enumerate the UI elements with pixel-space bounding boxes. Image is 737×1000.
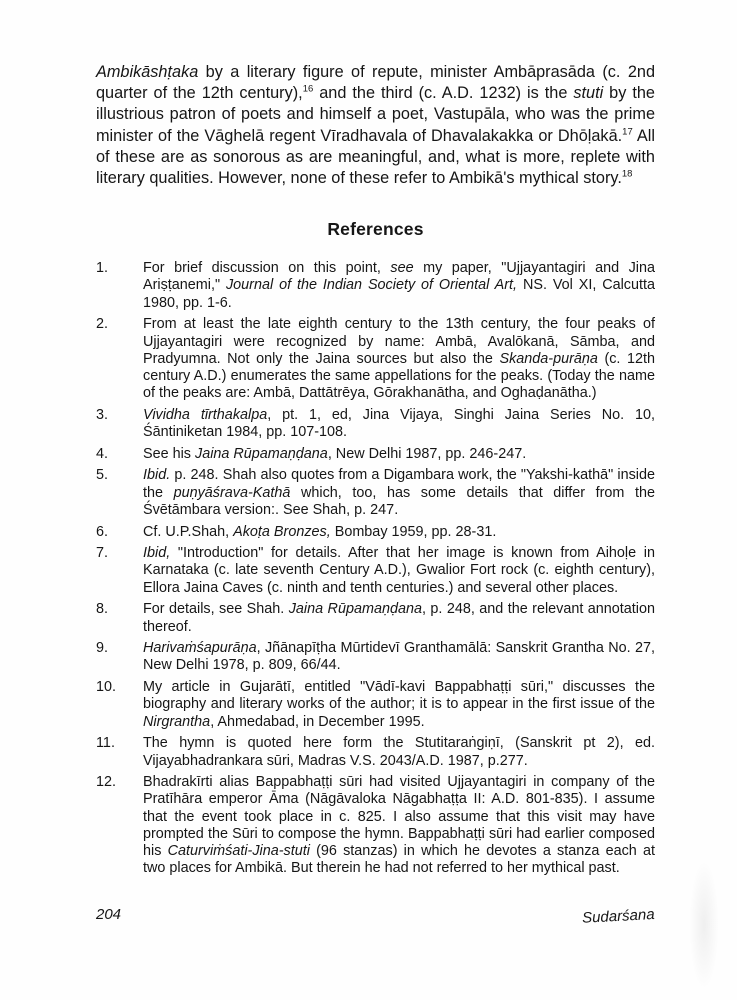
italic-text-run: puṇyāśrava-Kathā: [173, 484, 291, 501]
intro-paragraph: [96, 62, 655, 189]
text-run: , pt. 1, ed, Jina Vijaya, Singhi Jaina Series No. 10, Śāntiniketan 1984, pp. 107-108.: [143, 406, 655, 441]
reference-item: [96, 774, 655, 877]
italic-text-run: Ibid.: [143, 467, 171, 484]
references-list: [96, 260, 655, 877]
text-run: (96 stanzas) in which he devotes a stanza each at two places for Ambikā. But therein he had not referred to her mythical past.: [143, 843, 655, 877]
footnote-marker: 16: [302, 83, 314, 95]
reference-number: 3.: [96, 406, 109, 423]
reference-number: 4.: [96, 445, 109, 462]
text-run: by the illustrious patron of poets and himself a poet, Vastupāla, who was the prime minister of the Vāghelā regent Vīradhavala of Dhavalakakka or Dhōḷakā.: [96, 84, 655, 145]
italic-text-run: Ambikāshṭaka: [96, 63, 199, 81]
text-run: My article in Gujarātī, entitled "Vādī-kavi Bappabhaṭṭi sūri," discusses the biography and literary works of the author; it is to appear in the first issue of the: [143, 679, 655, 713]
reference-text: [143, 545, 655, 597]
text-run: All of these are as sonorous as are meaningful, and, what is more, replete with literary qualities. However, none of these refer to Ambikā's mythical story.: [96, 126, 655, 188]
reference-number: 12.: [96, 774, 117, 791]
reference-item: [96, 679, 655, 731]
reference-item: [96, 545, 655, 597]
reference-item: [96, 446, 655, 463]
reference-number: 6.: [96, 523, 109, 540]
text-run: (c. 12th century A.D.) enumerates the same appellations for the peaks. (Today the name of the peaks are: Ambā, Dattātrēya, Gōrakhanātha, and Oghaḍanātha.): [143, 350, 655, 402]
references-heading: References: [327, 219, 424, 240]
reference-text: [143, 640, 655, 674]
text-run: Cf. U.P.Shah,: [143, 523, 234, 540]
text-run: From at least the late eighth century to the 13th century, the four peaks of Ujjayantagiri were recognized by name: Ambā, Avalōkanā, Sāmba, and Pradyumna. Not only the Jaina sources but also the: [143, 316, 655, 367]
reference-number: 2.: [96, 316, 109, 333]
reference-text: [143, 446, 655, 463]
reference-number: 7.: [96, 545, 109, 562]
text-run: "Introduction" for details. After that her image is known from Aihoḷe in Karnataka (c. late seventh Century A.D.), Gwalior Fort rock (c. eighth century), Ellora Jaina Caves (c. ninth and tenth centuries.) and several other places.: [143, 545, 655, 596]
page-number: 204: [96, 906, 122, 923]
italic-text-run: see: [390, 260, 414, 277]
reference-number: 8.: [96, 601, 109, 618]
reference-text: [143, 467, 655, 519]
italic-text-run: Vividha tīrthakalpa: [143, 406, 268, 423]
reference-text: [143, 679, 655, 731]
text-run: See his: [143, 445, 195, 462]
reference-text: [143, 524, 655, 541]
italic-text-run: Caturviṁśati-Jina-stuti: [167, 843, 310, 860]
text-run: by a literary figure of repute, minister Ambāprasāda (c. 2nd quarter of the 12th century),: [96, 63, 655, 103]
italic-text-run: Akoṭa Bronzes,: [233, 523, 331, 540]
reference-item: [96, 640, 655, 674]
page-footer: [96, 906, 656, 927]
text-run: The hymn is quoted here form the Stutitaraṅgiṇī, (Sanskrit pt 2), ed. Vijayabhadrankara sūri, Madras V.S. 2043/A.D. 1987, p.277.: [143, 735, 655, 769]
running-title: Sudarśana: [582, 906, 656, 927]
reference-item: [96, 524, 655, 541]
text-run: Bombay 1959, pp. 28-31.: [330, 523, 497, 540]
text-run: NS. Vol XI, Calcutta 1980, pp. 1-6.: [143, 277, 655, 311]
italic-text-run: Journal of the Indian Society of Oriental Art,: [225, 277, 518, 294]
text-run: For brief discussion on this point,: [143, 260, 391, 277]
scan-artifact-smudge: [689, 860, 719, 990]
reference-item: [96, 601, 655, 635]
italic-text-run: Harivaṁśapurāṇa: [143, 640, 257, 657]
reference-text: [143, 774, 655, 877]
italic-text-run: Jaina Rūpamaṇḍana: [195, 445, 328, 462]
reference-text: [143, 260, 655, 312]
text-run: Bhadrakīrti alias Bappabhaṭṭi sūri had visited Ujjayantagiri in company of the Pratīhāra emperor Āma (Nāgāvaloka Nāgabhaṭṭa II: A.D. 801-835). I assume that the event took place in c. 825. I also assume that this visit may have prompted the Sūri to compose the hymn. Bappabhaṭṭi sūri had earlier composed his: [143, 774, 655, 860]
italic-text-run: Nirgrantha: [143, 713, 211, 730]
reference-number: 5.: [96, 467, 109, 484]
italic-text-run: Ibid,: [143, 545, 171, 562]
reference-number: 9.: [96, 640, 109, 657]
reference-text: [143, 735, 655, 769]
reference-text: [143, 407, 655, 441]
italic-text-run: Skanda-purāṇa: [499, 350, 598, 367]
reference-text: [143, 316, 655, 402]
text-run: my paper, "Ujjayantagiri and Jina Ariṣṭanemi,": [143, 260, 655, 294]
page-content: [96, 62, 655, 882]
reference-item: [96, 735, 655, 769]
reference-item: [96, 316, 655, 402]
reference-number: 10.: [96, 679, 117, 696]
reference-item: [96, 467, 655, 519]
text-run: , p. 248, and the relevant annotation thereof.: [143, 601, 655, 635]
text-run: , Jñānapīṭha Mūrtidevī Granthamālā: Sanskrit Grantha No. 27, New Delhi 1978, p. 809, 66/44.: [143, 640, 655, 674]
text-run: p. 248. Shah also quotes from a Digambara work, the "Yakshi-kathā" inside the: [143, 467, 655, 501]
reference-item: [96, 407, 655, 441]
reference-text: [143, 601, 655, 635]
text-run: and the third (c. A.D. 1232) is the: [313, 84, 574, 103]
reference-number: 1.: [96, 260, 109, 277]
reference-item: [96, 260, 655, 312]
reference-number: 11.: [96, 735, 115, 752]
footnote-marker: 18: [621, 168, 633, 180]
text-run: For details, see Shah.: [143, 601, 289, 618]
text-run: which, too, has some details that differ from the Śvētāmbara version:. See Shah, p. 247.: [143, 484, 655, 518]
italic-text-run: Jaina Rūpamaṇḍana: [288, 601, 422, 618]
italic-text-run: stuti: [573, 84, 604, 103]
footnote-marker: 17: [622, 126, 633, 138]
text-run: , New Delhi 1987, pp. 246-247.: [327, 445, 527, 462]
text-run: , Ahmedabad, in December 1995.: [210, 713, 425, 730]
